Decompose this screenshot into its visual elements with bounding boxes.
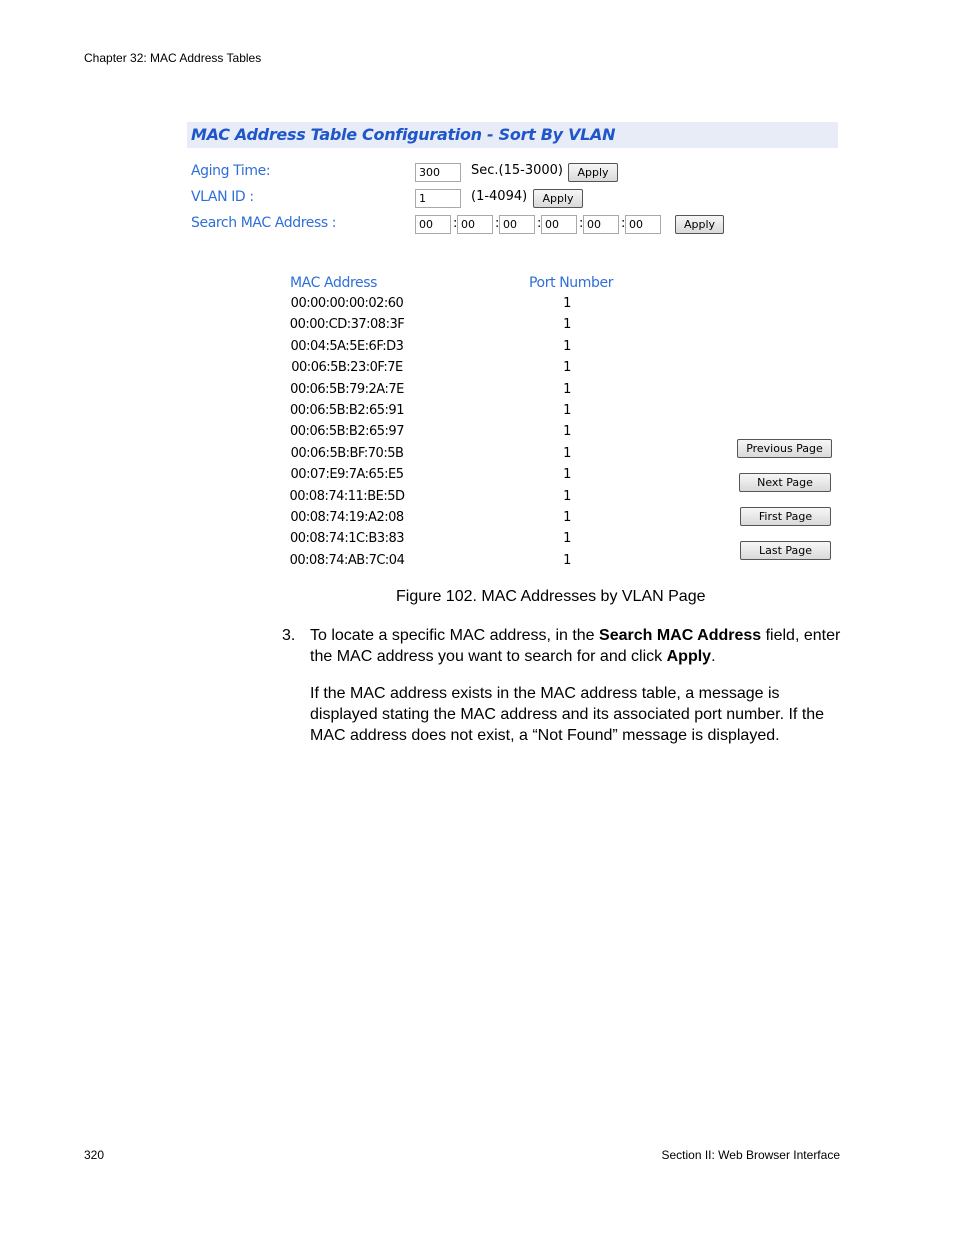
octet-separator: :	[537, 216, 542, 231]
port-number-cell: 1	[563, 360, 571, 376]
mac-address-cell: 00:06:5B:79:2A:7E	[290, 381, 404, 397]
mac-address-cell: 00:06:5B:B2:65:97	[290, 424, 404, 440]
aging-time-input[interactable]: 300	[415, 163, 461, 182]
search-mac-octet-6[interactable]: 00	[625, 215, 661, 234]
octet-separator: :	[621, 216, 626, 231]
port-number-cell: 1	[563, 509, 571, 525]
vlan-id-input[interactable]: 1	[415, 189, 461, 208]
port-number-cell: 1	[563, 531, 571, 547]
next-page-button[interactable]: Next Page	[739, 473, 831, 492]
page-number: 320	[84, 1148, 105, 1162]
vlan-apply-button[interactable]: Apply	[533, 189, 583, 208]
previous-page-button[interactable]: Previous Page	[737, 439, 832, 458]
search-mac-octet-1[interactable]: 00	[415, 215, 451, 234]
mac-address-cell: 00:04:5A:5E:6F:D3	[290, 338, 404, 354]
step-bold-text: Search MAC Address	[599, 627, 762, 644]
search-mac-octet-5[interactable]: 00	[583, 215, 619, 234]
port-number-cell: 1	[563, 467, 571, 483]
figure-caption: Figure 102. MAC Addresses by VLAN Page	[396, 588, 706, 605]
port-number-cell: 1	[563, 381, 571, 397]
ui-title-bar	[187, 122, 838, 148]
first-page-button[interactable]: First Page	[740, 507, 831, 526]
mac-address-cell: 00:00:00:00:02:60	[290, 296, 404, 311]
mac-table-screenshot	[187, 122, 839, 574]
step-number: 3.	[282, 627, 296, 644]
octet-separator: :	[495, 216, 500, 231]
search-apply-button[interactable]: Apply	[675, 215, 724, 234]
search-mac-label: Search MAC Address :	[191, 215, 337, 231]
mac-address-cell: 00:08:74:1C:B3:83	[289, 531, 405, 547]
step-text: field, enter the MAC address you want to search for and click	[310, 627, 841, 665]
mac-address-cell: 00:00:CD:37:08:3F	[289, 317, 405, 333]
mac-address-cell: 00:06:5B:B2:65:91	[290, 402, 404, 418]
search-mac-octet-4[interactable]: 00	[541, 215, 577, 234]
mac-address-cell: 00:06:5B:BF:70:5B	[290, 445, 404, 461]
port-number-list	[547, 296, 587, 574]
vlan-id-hint: (1-4094)	[471, 189, 528, 204]
step-paragraph: If the MAC address exists in the MAC address table, a message is displayed stating the MAC address and its associated port number. If the MAC address does not exist, a “Not Found” message is displayed.	[310, 685, 825, 744]
mac-address-column-header: MAC Address	[290, 275, 377, 291]
running-header: Chapter 32: MAC Address Tables	[84, 51, 262, 65]
aging-time-hint: Sec.(15-3000)	[471, 163, 563, 178]
port-number-column-header: Port Number	[529, 275, 614, 291]
step-text: .	[711, 648, 716, 665]
last-page-button[interactable]: Last Page	[740, 541, 831, 560]
port-number-cell: 1	[563, 338, 571, 354]
port-number-cell: 1	[563, 402, 571, 418]
mac-address-cell: 00:08:74:11:BE:5D	[289, 488, 405, 504]
octet-separator: :	[453, 216, 458, 231]
search-mac-octet-3[interactable]: 00	[499, 215, 535, 234]
section-footer: Section II: Web Browser Interface	[661, 1148, 840, 1162]
mac-address-cell: 00:06:5B:23:0F:7E	[291, 360, 403, 376]
search-mac-octet-2[interactable]: 00	[457, 215, 493, 234]
port-number-cell: 1	[563, 296, 571, 311]
aging-time-label: Aging Time:	[191, 163, 271, 179]
aging-apply-button[interactable]: Apply	[568, 163, 618, 182]
step-paragraph	[310, 625, 850, 667]
port-number-cell: 1	[563, 488, 571, 504]
port-number-cell: 1	[563, 424, 571, 440]
mac-address-cell: 00:08:74:19:A2:08	[290, 509, 404, 525]
vlan-id-label: VLAN ID :	[191, 189, 254, 205]
ui-title: MAC Address Table Configuration - Sort By VLAN	[191, 125, 616, 144]
step-text: To locate a specific MAC address, in the	[310, 627, 600, 644]
step-bold-text: Apply	[666, 648, 712, 665]
mac-address-cell: 00:07:E9:7A:65:E5	[290, 467, 404, 483]
step-body	[310, 625, 850, 762]
port-number-cell: 1	[563, 445, 571, 461]
mac-address-cell: 00:08:74:AB:7C:04	[289, 552, 405, 568]
mac-address-list	[267, 296, 427, 574]
port-number-cell: 1	[563, 317, 571, 333]
port-number-cell: 1	[563, 552, 571, 568]
octet-separator: :	[579, 216, 584, 231]
